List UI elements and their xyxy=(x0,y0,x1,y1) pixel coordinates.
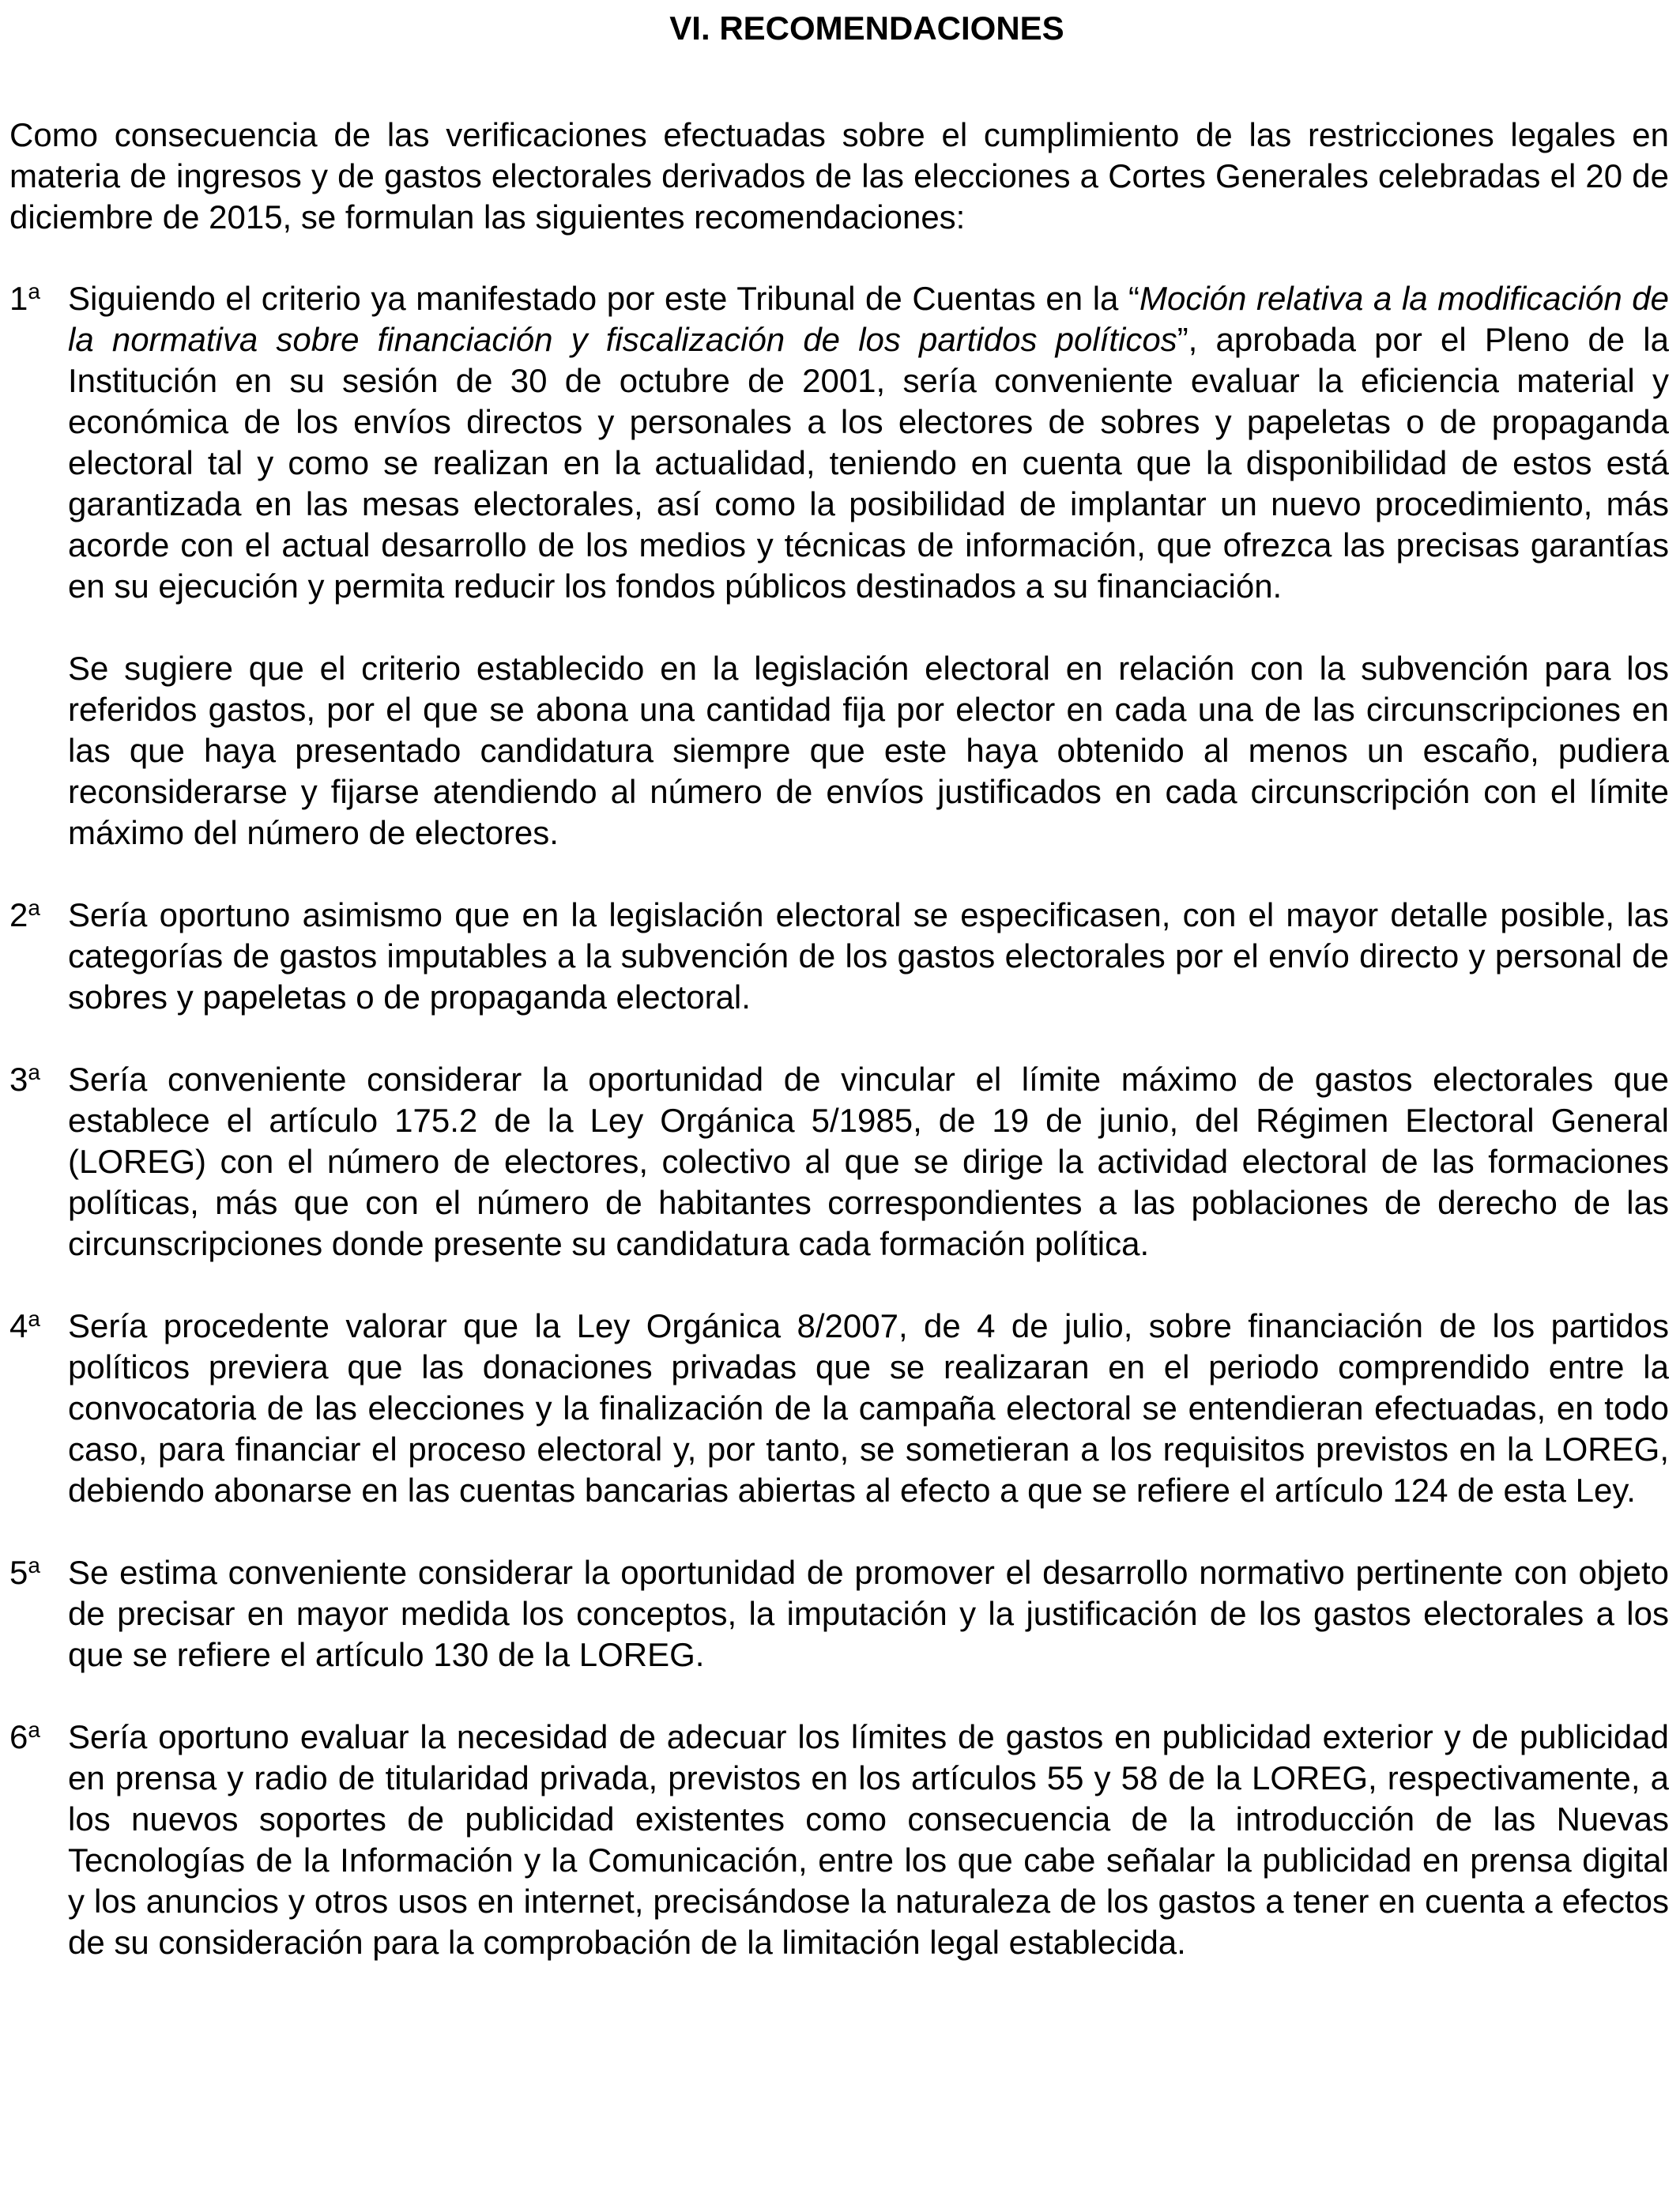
recommendation-4 xyxy=(9,1306,1669,1511)
motion-title: Moción relativa a la modificación de la normativa sobre financiación y fiscalización de los partidos políticos xyxy=(68,280,1670,358)
recommendation-6 xyxy=(9,1717,1669,1963)
recommendation-text: Sería oportuno asimismo que en la legislación electoral se especificasen, con el mayor detalle posible, las categorías de gastos imputables a la subvención de los gastos electorales por el envío directo y personal de sobres y papeletas o de propaganda electoral. xyxy=(68,896,1669,1016)
recommendation-number: 1$^a$ xyxy=(9,279,40,317)
recommendation-text: Sería oportuno evaluar la necesidad de adecuar los límites de gastos en publicidad exterior y de publicidad en prensa y radio de titularidad privada, previstos en los artículos 55 y 58 de la LOREG, respectivamente, a los nuevos soportes de publicidad existentes como consecuencia de la introducción de las Nuevas Tecnologías de la Información y la Comunicación, entre los que cabe señalar la publicidad en prensa digital y los anuncios y otros usos en internet, precisándose la naturaleza de los gastos a tener en cuenta a efectos de su consideración para la comprobación de la limitación legal establecida. xyxy=(68,1718,1669,1961)
recommendation-text: Sería conveniente considerar la oportunidad de vincular el límite máximo de gastos electorales que establece el artículo 175.2 de la Ley Orgánica 5/1985, de 19 de junio, del Régimen Electoral General (LOREG) con el número de electores, colectivo al que se dirige la actividad electoral de las formaciones políticas, más que con el número de habitantes correspondientes a las poblaciones de derecho de las circunscripciones donde presente su candidatura cada formación política. xyxy=(68,1061,1669,1262)
recommendation-1-paragraph-2: Se sugiere que el criterio establecido en la legislación electoral en relación con la subvención para los referidos gastos, por el que se abona una cantidad fija por elector en cada una de las circunscripciones en las que haya presentado candidatura siempre que este haya obtenido al menos un escaño, pudiera reconsiderarse y fijarse atendiendo al número de envíos justificados en cada circunscripción con el límite máximo del número de electores. xyxy=(68,650,1669,851)
intro-paragraph: Como consecuencia de las verificaciones efectuadas sobre el cumplimiento de las restricciones legales en materia de ingresos y de gastos electorales derivados de las elecciones a Cortes Generales celebradas el 20 de diciembre de 2015, se formulan las siguientes recomendaciones: xyxy=(9,116,1669,236)
recommendation-number: 5$^a$ xyxy=(9,1553,40,1591)
recommendation-text: Sería procedente valorar que la Ley Orgánica 8/2007, de 4 de julio, sobre financiación de los partidos políticos previera que las donaciones privadas que se realizaran en el periodo comprendido entre la convocatoria de las elecciones y la finalización de la campaña electoral se entendieran efectuadas, en todo caso, para financiar el proceso electoral y, por tanto, se sometieran a los requisitos previstos en la LOREG, debiendo abonarse en las cuentas bancarias abiertas al efecto a que se refiere el artículo 124 de esta Ley. xyxy=(68,1307,1669,1509)
recommendation-number: 4$^a$ xyxy=(9,1306,40,1344)
recommendation-text: Se estima conveniente considerar la oportunidad de promover el desarrollo normativo pertinente con objeto de precisar en mayor medida los conceptos, la imputación y la justificación de los gastos electorales a los que se refiere el artículo 130 de la LOREG. xyxy=(68,1554,1669,1673)
document-page xyxy=(9,0,1669,1963)
recommendation-number: 3$^a$ xyxy=(9,1060,40,1098)
recommendation-1 xyxy=(9,278,1669,854)
recommendation-3 xyxy=(9,1059,1669,1265)
recommendation-number: 2$^a$ xyxy=(9,895,40,933)
recommendation-number: 6$^a$ xyxy=(9,1717,40,1755)
recommendation-2 xyxy=(9,895,1669,1018)
section-title: VI. RECOMENDACIONES xyxy=(669,9,1064,47)
recommendation-5 xyxy=(9,1552,1669,1676)
recommendation-1-paragraph-1: Siguiendo el criterio ya manifestado por este Tribunal de Cuentas en la “Moción relativa a la modificación de la normativa sobre financiación y fiscalización de los partidos políticos”, aprobada por el Pleno de la Institución en su sesión de 30 de octubre de 2001, sería conveniente evaluar la eficiencia material y económica de los envíos directos y personales a los electores de sobres y papeletas o de propaganda electoral tal y como se realizan en la actualidad, teniendo en cuenta que la disponibilidad de estos está garantizada en las mesas electorales, así como la posibilidad de implantar un nuevo procedimiento, más acorde con el actual desarrollo de los medios y técnicas de información, que ofrezca las precisas garantías en su ejecución y permita reducir los fondos públicos destinados a su financiación. xyxy=(68,280,1670,605)
